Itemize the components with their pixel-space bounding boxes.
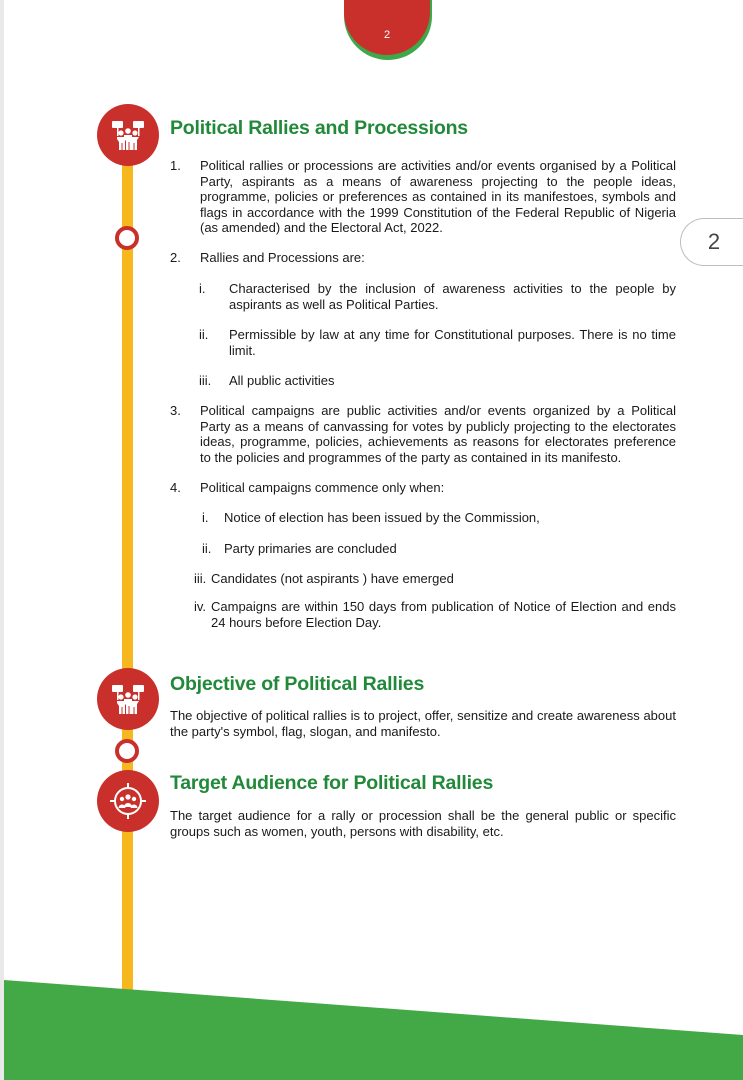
list-number: 2. bbox=[170, 250, 181, 265]
target-audience-paragraph: The target audience for a rally or procession shall be the general public or specific groups such as women, youth, persons with disability, etc. bbox=[170, 808, 676, 839]
target-audience-icon bbox=[97, 770, 159, 832]
sublist-number: iii. bbox=[199, 373, 212, 388]
sublist-number: i. bbox=[199, 281, 206, 296]
sublist-item-text: Campaigns are within 150 days from publication of Notice of Election and ends 24 hours before Election Day. bbox=[211, 599, 676, 630]
section-heading-rallies: Political Rallies and Processions bbox=[170, 117, 468, 139]
section-heading-target-audience: Target Audience for Political Rallies bbox=[170, 772, 494, 794]
timeline-marker bbox=[115, 226, 139, 250]
side-page-tab bbox=[680, 218, 743, 266]
section-heading-objective: Objective of Political Rallies bbox=[170, 673, 425, 695]
list-number: 4. bbox=[170, 480, 181, 495]
timeline-bar bbox=[122, 160, 133, 992]
list-item-text: Political rallies or processions are activities and/or events organised by a Political Party, aspirants as a means of awareness projecting to the people ideas, programme, policies or preferences as contained in its manifestoes, symbols and flags in accordance with the 1999 Constitution of the Federal Republic of Nigeria (as amended) and the Electoral Act, 2022. bbox=[200, 158, 676, 235]
list-item-text: Rallies and Processions are: bbox=[200, 250, 365, 265]
sublist-item-text: All public activities bbox=[229, 373, 335, 388]
top-page-number: 2 bbox=[383, 29, 391, 41]
objective-paragraph: The objective of political rallies is to project, offer, sensitize and create awareness about the party's symbol, flag, slogan, and manifesto. bbox=[170, 708, 676, 739]
list-number: 3. bbox=[170, 403, 181, 418]
sublist-number: iii. bbox=[194, 571, 207, 586]
list-item-text: Political campaigns commence only when: bbox=[200, 480, 445, 495]
sublist-number: ii. bbox=[202, 541, 212, 556]
sublist-item-text: Party primaries are concluded bbox=[224, 541, 397, 556]
sublist-item-text: Candidates (not aspirants ) have emerged bbox=[211, 571, 454, 586]
timeline-marker bbox=[115, 739, 139, 763]
protest-rally-icon bbox=[97, 668, 159, 730]
document-page bbox=[4, 0, 743, 1080]
sublist-item-text: Characterised by the inclusion of awareness activities to the people by aspirants as well as Political Parties. bbox=[229, 281, 676, 312]
list-number: 1. bbox=[170, 158, 181, 173]
sublist-number: ii. bbox=[199, 327, 209, 342]
list-item-text: Political campaigns are public activities and/or events organized by a Political Party as a means of canvassing for votes by publicly projecting to the electorates ideas, programme, policies, achievements as reasons for electorates preference to the policies and programmes of the party as contained in its manifesto. bbox=[200, 403, 676, 465]
sublist-number: i. bbox=[202, 510, 209, 525]
protest-rally-icon bbox=[97, 104, 159, 166]
sublist-item-text: Notice of election has been issued by the Commission, bbox=[224, 510, 540, 525]
side-page-number: 2 bbox=[707, 229, 721, 254]
sublist-item-text: Permissible by law at any time for Constitutional purposes. There is no time limit. bbox=[229, 327, 676, 358]
sublist-number: iv. bbox=[194, 599, 207, 614]
footer-green-band bbox=[4, 980, 743, 1080]
